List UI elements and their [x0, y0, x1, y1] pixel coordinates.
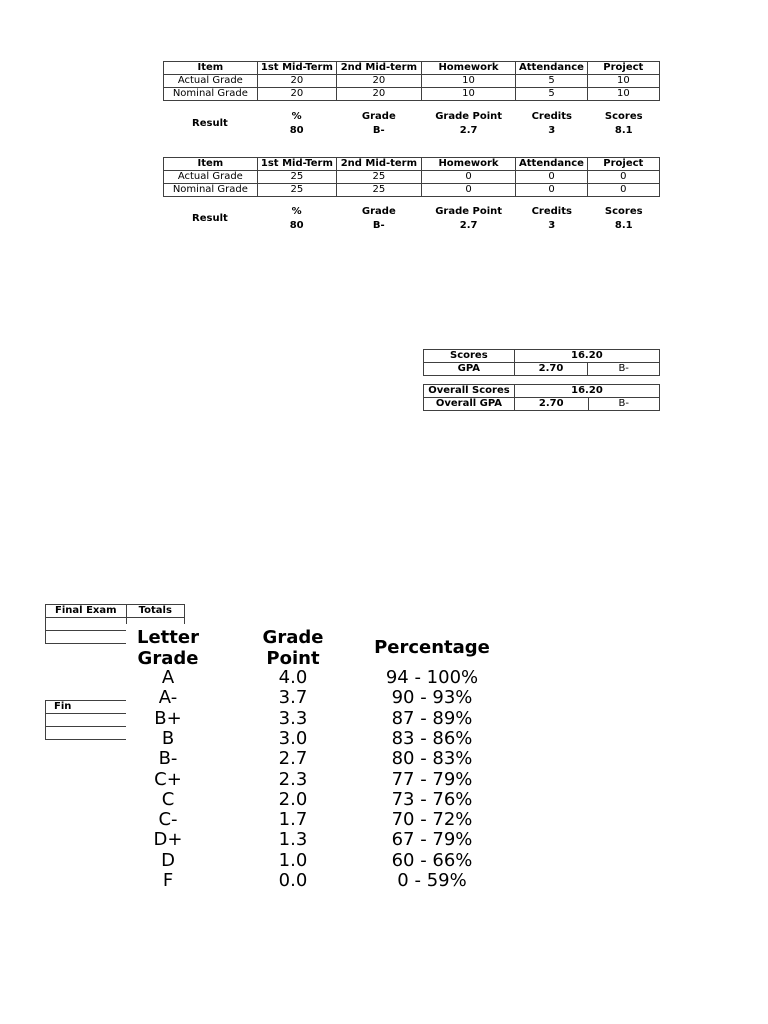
- result-value: B-: [372, 220, 385, 231]
- table-cell: 20: [257, 75, 336, 88]
- final-exam-header: Final Exam: [46, 605, 127, 618]
- table-row: [164, 75, 660, 88]
- grade-scale-row: [126, 830, 516, 850]
- percentage-range: 80 - 83%: [391, 748, 473, 770]
- table-cell: 0: [587, 171, 659, 184]
- percentage-range: 73 - 76%: [391, 788, 473, 810]
- letter-grade: D: [161, 849, 175, 871]
- grade-scale-row: [126, 749, 516, 769]
- grade-point: 3.7: [278, 687, 308, 709]
- percentage-range: 60 - 66%: [391, 849, 473, 871]
- grade-scale-row: [126, 790, 516, 810]
- table-cell: 0: [587, 184, 659, 197]
- grade-point: 1.3: [278, 829, 308, 851]
- percentage-range: 87 - 89%: [391, 707, 473, 729]
- result-value: 80: [289, 220, 304, 231]
- table-cell: [46, 714, 127, 727]
- percentage-range: 94 - 100%: [385, 667, 479, 688]
- grade-point-header: Grade Point: [262, 627, 324, 669]
- grade-scale-row: [126, 688, 516, 708]
- table-cell: 10: [421, 75, 516, 88]
- header-cell: Project: [587, 158, 659, 171]
- table-row: [164, 184, 660, 197]
- grade-point: 0.0: [278, 870, 308, 891]
- table-cell: 10: [587, 75, 659, 88]
- table-cell: Actual Grade: [164, 171, 258, 184]
- grade-point: 2.0: [278, 788, 308, 810]
- table-header-row: [164, 158, 660, 171]
- table-cell: 0: [421, 171, 516, 184]
- result-header: Grade: [361, 111, 396, 122]
- result-header: Credits: [531, 206, 572, 217]
- result-header: Grade Point: [435, 206, 503, 217]
- gpa-grade: B-: [588, 363, 660, 376]
- result-header: Credits: [531, 111, 572, 122]
- overall-scores-value: 16.20: [514, 385, 659, 398]
- grade-point: 3.3: [278, 707, 308, 729]
- table-cell: 25: [257, 171, 336, 184]
- grade-scale-row: [126, 871, 516, 891]
- result-value: 3: [548, 220, 556, 231]
- grade-table-2: [163, 157, 660, 197]
- result-header: %: [291, 111, 302, 122]
- header-cell: Item: [164, 158, 258, 171]
- percentage-range: 90 - 93%: [391, 687, 473, 709]
- result-value: 2.7: [459, 220, 478, 231]
- table-cell: 5: [516, 88, 587, 101]
- totals-header: Totals: [126, 605, 184, 618]
- overall-gpa-value: 2.70: [514, 398, 588, 411]
- grade-point: 4.0: [278, 667, 308, 688]
- grade-point: 1.0: [278, 849, 308, 871]
- result-value: 3: [548, 125, 556, 136]
- table-cell: [46, 618, 127, 631]
- result-header: Scores: [604, 111, 643, 122]
- letter-grade: B+: [154, 707, 182, 729]
- overall-scores-label: Overall Scores: [424, 385, 515, 398]
- table-cell: 0: [421, 184, 516, 197]
- table-row: [164, 88, 660, 101]
- header-cell: Homework: [421, 62, 516, 75]
- table-header-row: [164, 62, 660, 75]
- grade-point: 2.3: [278, 768, 308, 790]
- letter-grade: F: [162, 870, 174, 891]
- result-header: Grade Point: [435, 111, 503, 122]
- result-header: Grade: [361, 206, 396, 217]
- header-cell: 2nd Mid-term: [337, 158, 422, 171]
- result-value: 2.7: [459, 125, 478, 136]
- header-cell: 2nd Mid-term: [337, 62, 422, 75]
- table-cell: 25: [337, 171, 422, 184]
- result-label: Result: [192, 213, 228, 224]
- header-cell: Homework: [421, 158, 516, 171]
- result-value: 8.1: [614, 125, 633, 136]
- letter-grade: A: [161, 667, 175, 688]
- letter-grade: C: [161, 788, 175, 810]
- header-cell: Attendance: [516, 158, 587, 171]
- letter-grade: B-: [158, 748, 178, 770]
- result-header: %: [291, 206, 302, 217]
- table-cell: [46, 727, 127, 740]
- letter-grade-header: Letter Grade: [137, 627, 199, 669]
- overall-gpa-grade: B-: [588, 398, 660, 411]
- header-cell: 1st Mid-Term: [257, 158, 336, 171]
- table-cell: Nominal Grade: [164, 184, 258, 197]
- header-cell: 1st Mid-Term: [257, 62, 336, 75]
- grade-table-1: [163, 61, 660, 101]
- table-cell: 25: [257, 184, 336, 197]
- table-cell: 0: [516, 171, 587, 184]
- letter-grade: B: [161, 727, 175, 749]
- header-cell: Attendance: [516, 62, 587, 75]
- grade-scale-row: [126, 709, 516, 729]
- result-value: 8.1: [614, 220, 633, 231]
- grade-point: 1.7: [278, 809, 308, 831]
- gpa-value: 2.70: [514, 363, 588, 376]
- table-cell: [46, 631, 127, 644]
- percentage-range: 83 - 86%: [391, 727, 473, 749]
- overall-summary-table: [423, 384, 660, 411]
- percentage-range: 67 - 79%: [391, 829, 473, 851]
- table-cell: 10: [421, 88, 516, 101]
- letter-grade: D+: [153, 829, 183, 851]
- table-cell: 20: [257, 88, 336, 101]
- grade-scale-row: [126, 851, 516, 871]
- percentage-header: Percentage: [374, 637, 490, 658]
- table-cell: 20: [337, 88, 422, 101]
- grade-scale-row: [126, 810, 516, 830]
- grade-scale-row: [126, 729, 516, 749]
- header-cell: Item: [164, 62, 258, 75]
- header-cell: Project: [587, 62, 659, 75]
- percentage-range: 0 - 59%: [397, 870, 467, 891]
- table-cell: 0: [516, 184, 587, 197]
- grade-scale-row: [126, 668, 516, 688]
- scores-value: 16.20: [514, 350, 659, 363]
- letter-grade: A-: [158, 687, 178, 709]
- final-exam-header-partial: Fin: [46, 701, 127, 714]
- grade-scale-row: [126, 770, 516, 790]
- letter-grade: C+: [154, 768, 182, 790]
- grade-scale-chart: [126, 624, 516, 894]
- table-cell: 5: [516, 75, 587, 88]
- table-cell: 25: [337, 184, 422, 197]
- result-header: Scores: [604, 206, 643, 217]
- result-value: B-: [372, 125, 385, 136]
- result-value: 80: [289, 125, 304, 136]
- table-cell: 10: [587, 88, 659, 101]
- table-cell: 20: [337, 75, 422, 88]
- grade-point: 3.0: [278, 727, 308, 749]
- percentage-range: 77 - 79%: [391, 768, 473, 790]
- table-cell: Nominal Grade: [164, 88, 258, 101]
- result-block-1: [163, 110, 660, 138]
- percentage-range: 70 - 72%: [391, 809, 473, 831]
- table-cell: Actual Grade: [164, 75, 258, 88]
- gpa-label: GPA: [424, 363, 515, 376]
- result-label: Result: [192, 118, 228, 129]
- result-block-2: [163, 205, 660, 233]
- scores-summary-table: [423, 349, 660, 376]
- letter-grade: C-: [158, 809, 178, 831]
- table-row: [164, 171, 660, 184]
- overall-gpa-label: Overall GPA: [424, 398, 515, 411]
- scores-label: Scores: [424, 350, 515, 363]
- grade-point: 2.7: [278, 748, 308, 770]
